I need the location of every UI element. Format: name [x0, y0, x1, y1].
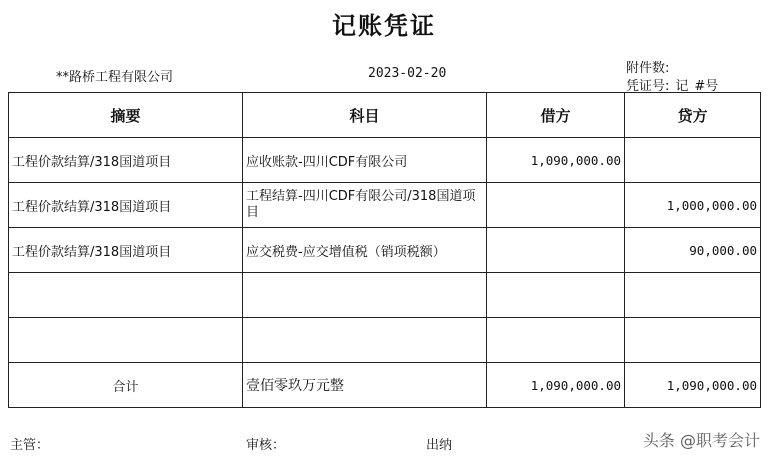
table-row	[9, 318, 761, 363]
attachments-label: 附件数:	[626, 61, 670, 76]
row-credit: 1,000,000.00	[625, 183, 761, 228]
row-account	[243, 318, 487, 363]
header-summary: 摘要	[9, 93, 243, 138]
table-row	[9, 273, 761, 318]
company-name: **路桥工程有限公司	[56, 70, 174, 85]
row-credit: 90,000.00	[625, 228, 761, 273]
total-label: 合计	[9, 363, 243, 408]
row-debit	[487, 318, 625, 363]
table-header-row	[9, 93, 761, 138]
row-summary: 工程价款结算/318国道项目	[9, 138, 243, 183]
cashier-signature: 出纳	[426, 438, 453, 453]
row-summary: 工程价款结算/318国道项目	[9, 183, 243, 228]
header-account: 科目	[243, 93, 487, 138]
reviewer-signature: 审核：	[246, 438, 286, 453]
total-row	[9, 363, 761, 408]
table-row	[9, 138, 761, 183]
voucher-type: 记	[675, 79, 689, 94]
total-debit: 1,090,000.00	[487, 363, 625, 408]
voucher-no-label: 凭证号:	[626, 79, 670, 94]
total-credit: 1,090,000.00	[625, 363, 761, 408]
row-credit	[625, 318, 761, 363]
row-account: 应交税费-应交增值税（销项税额）	[243, 228, 487, 273]
voucher-title: 记账凭证	[332, 11, 436, 40]
voucher-date: 2023-02-20	[368, 66, 447, 81]
table-row	[9, 228, 761, 273]
row-account: 工程结算-四川CDF有限公司/318国道项目	[243, 183, 487, 228]
row-debit: 1,090,000.00	[487, 138, 625, 183]
row-debit	[487, 273, 625, 318]
row-account	[243, 273, 487, 318]
attachments-count	[626, 57, 669, 76]
source-watermark: 头条 @职考会计	[642, 431, 760, 450]
row-summary	[9, 318, 243, 363]
header-debit: 借方	[487, 93, 625, 138]
total-amount-in-words: 壹佰零玖万元整	[243, 363, 487, 408]
row-account: 应收账款-四川CDF有限公司	[243, 138, 487, 183]
voucher-no: #号	[694, 79, 719, 94]
header-credit: 贷方	[625, 93, 761, 138]
row-summary	[9, 273, 243, 318]
table-row	[9, 183, 761, 228]
voucher-table	[8, 92, 761, 408]
row-credit	[625, 138, 761, 183]
row-credit	[625, 273, 761, 318]
row-debit	[487, 183, 625, 228]
row-debit	[487, 228, 625, 273]
row-summary: 工程价款结算/318国道项目	[9, 228, 243, 273]
supervisor-signature: 主管：	[10, 438, 50, 453]
